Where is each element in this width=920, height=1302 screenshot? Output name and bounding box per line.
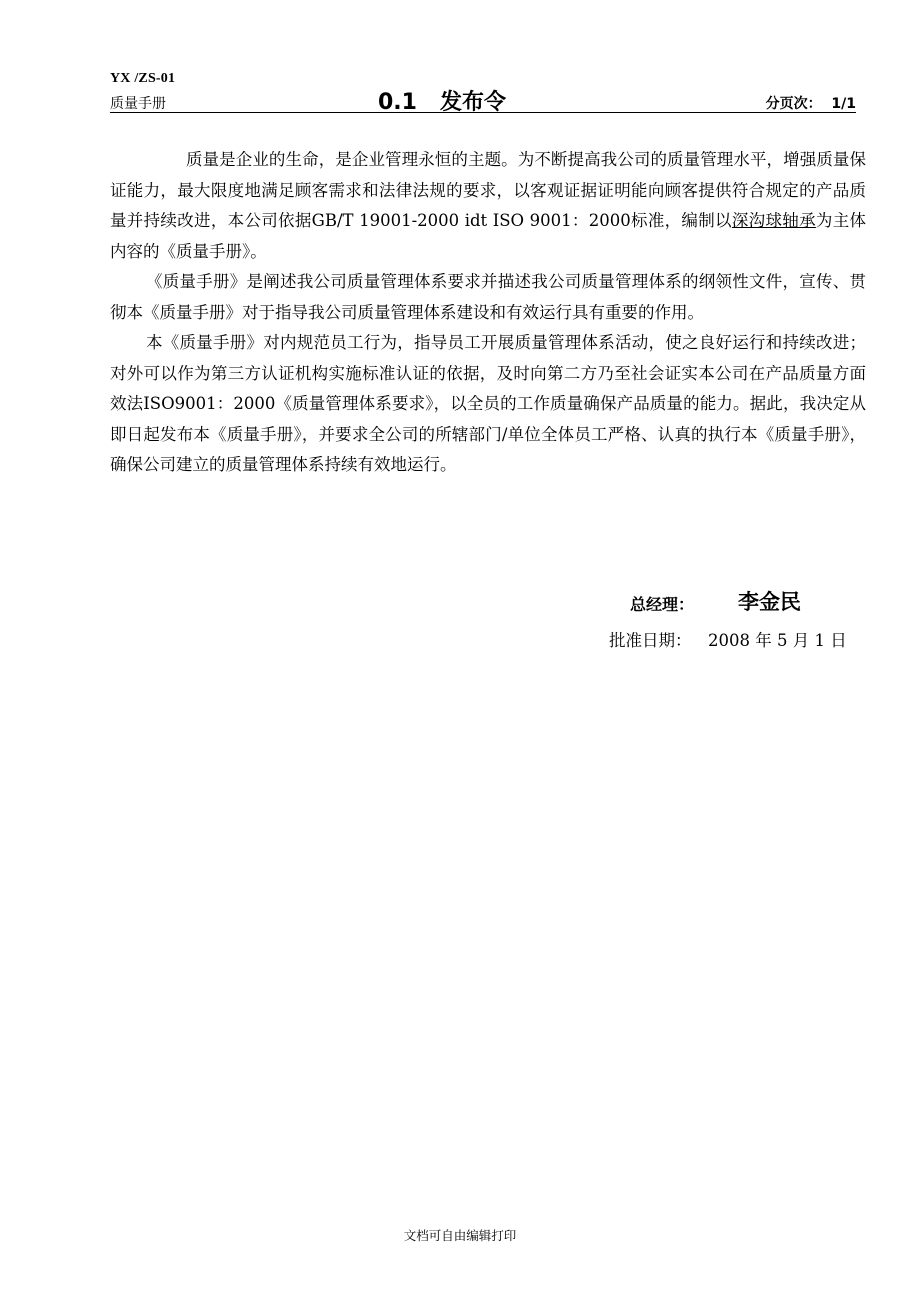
page-title: 0.1 发布令 [378,90,506,115]
signer-title: 总经理： [630,595,695,614]
paragraph-1-text: 质量是企业的生命，是企业管理永恒的主题。为不断提高我公司的质量管理水平，增强质量保证能力，最大限度地满足顾客需求和法律法规的要求，以客观证据证明能向顾客提供符合规定的产品质量并持续改进，本公司依据GB/T 19001-2000 idt ISO 9001：2000标准，编制以 [110,150,866,230]
signer-name: 李金民 [738,590,801,614]
paragraph-1 [110,145,866,267]
document-code: YX /ZS-01 [110,71,176,86]
paragraph-3: 本《质量手册》对内规范员工行为，指导员工开展质量管理体系活动，使之良好运行和持续改进；对外可以作为第三方认证机构实施标准认证的依据，及时向第二方乃至社会证实本公司在产品质量方面效法ISO9001：2000《质量管理体系要求》，以全员的工作质量确保产品质量的能力。据此，我决定从即日起发布本《质量手册》，并要求全公司的所辖部门/单位全体员工严格、认真的执行本《质量手册》，确保公司建立的质量管理体系持续有效地运行。 [110,333,866,474]
manual-name: 质量手册 [110,96,166,112]
page-footer: 文档可自由编辑打印 [403,1228,517,1243]
document-body [110,145,866,481]
header-divider [110,112,856,113]
product-name-underlined: 深沟球轴承 [731,211,816,230]
paragraph-1-tail: 为主体内容的《质量手册》。 [110,211,867,261]
page-indicator: 分页次： 1/1 [765,96,856,112]
paragraph-2: 《质量手册》是阐述我公司质量管理体系要求并描述我公司质量管理体系的纲领性文件，宣传、贯彻本《质量手册》对于指导我公司质量管理体系建设和有效运行具有重要的作用。 [110,272,866,322]
approval-date-value: 2008 年 5 月 1 日 [708,631,847,650]
approval-date-label: 批准日期： [609,631,692,650]
